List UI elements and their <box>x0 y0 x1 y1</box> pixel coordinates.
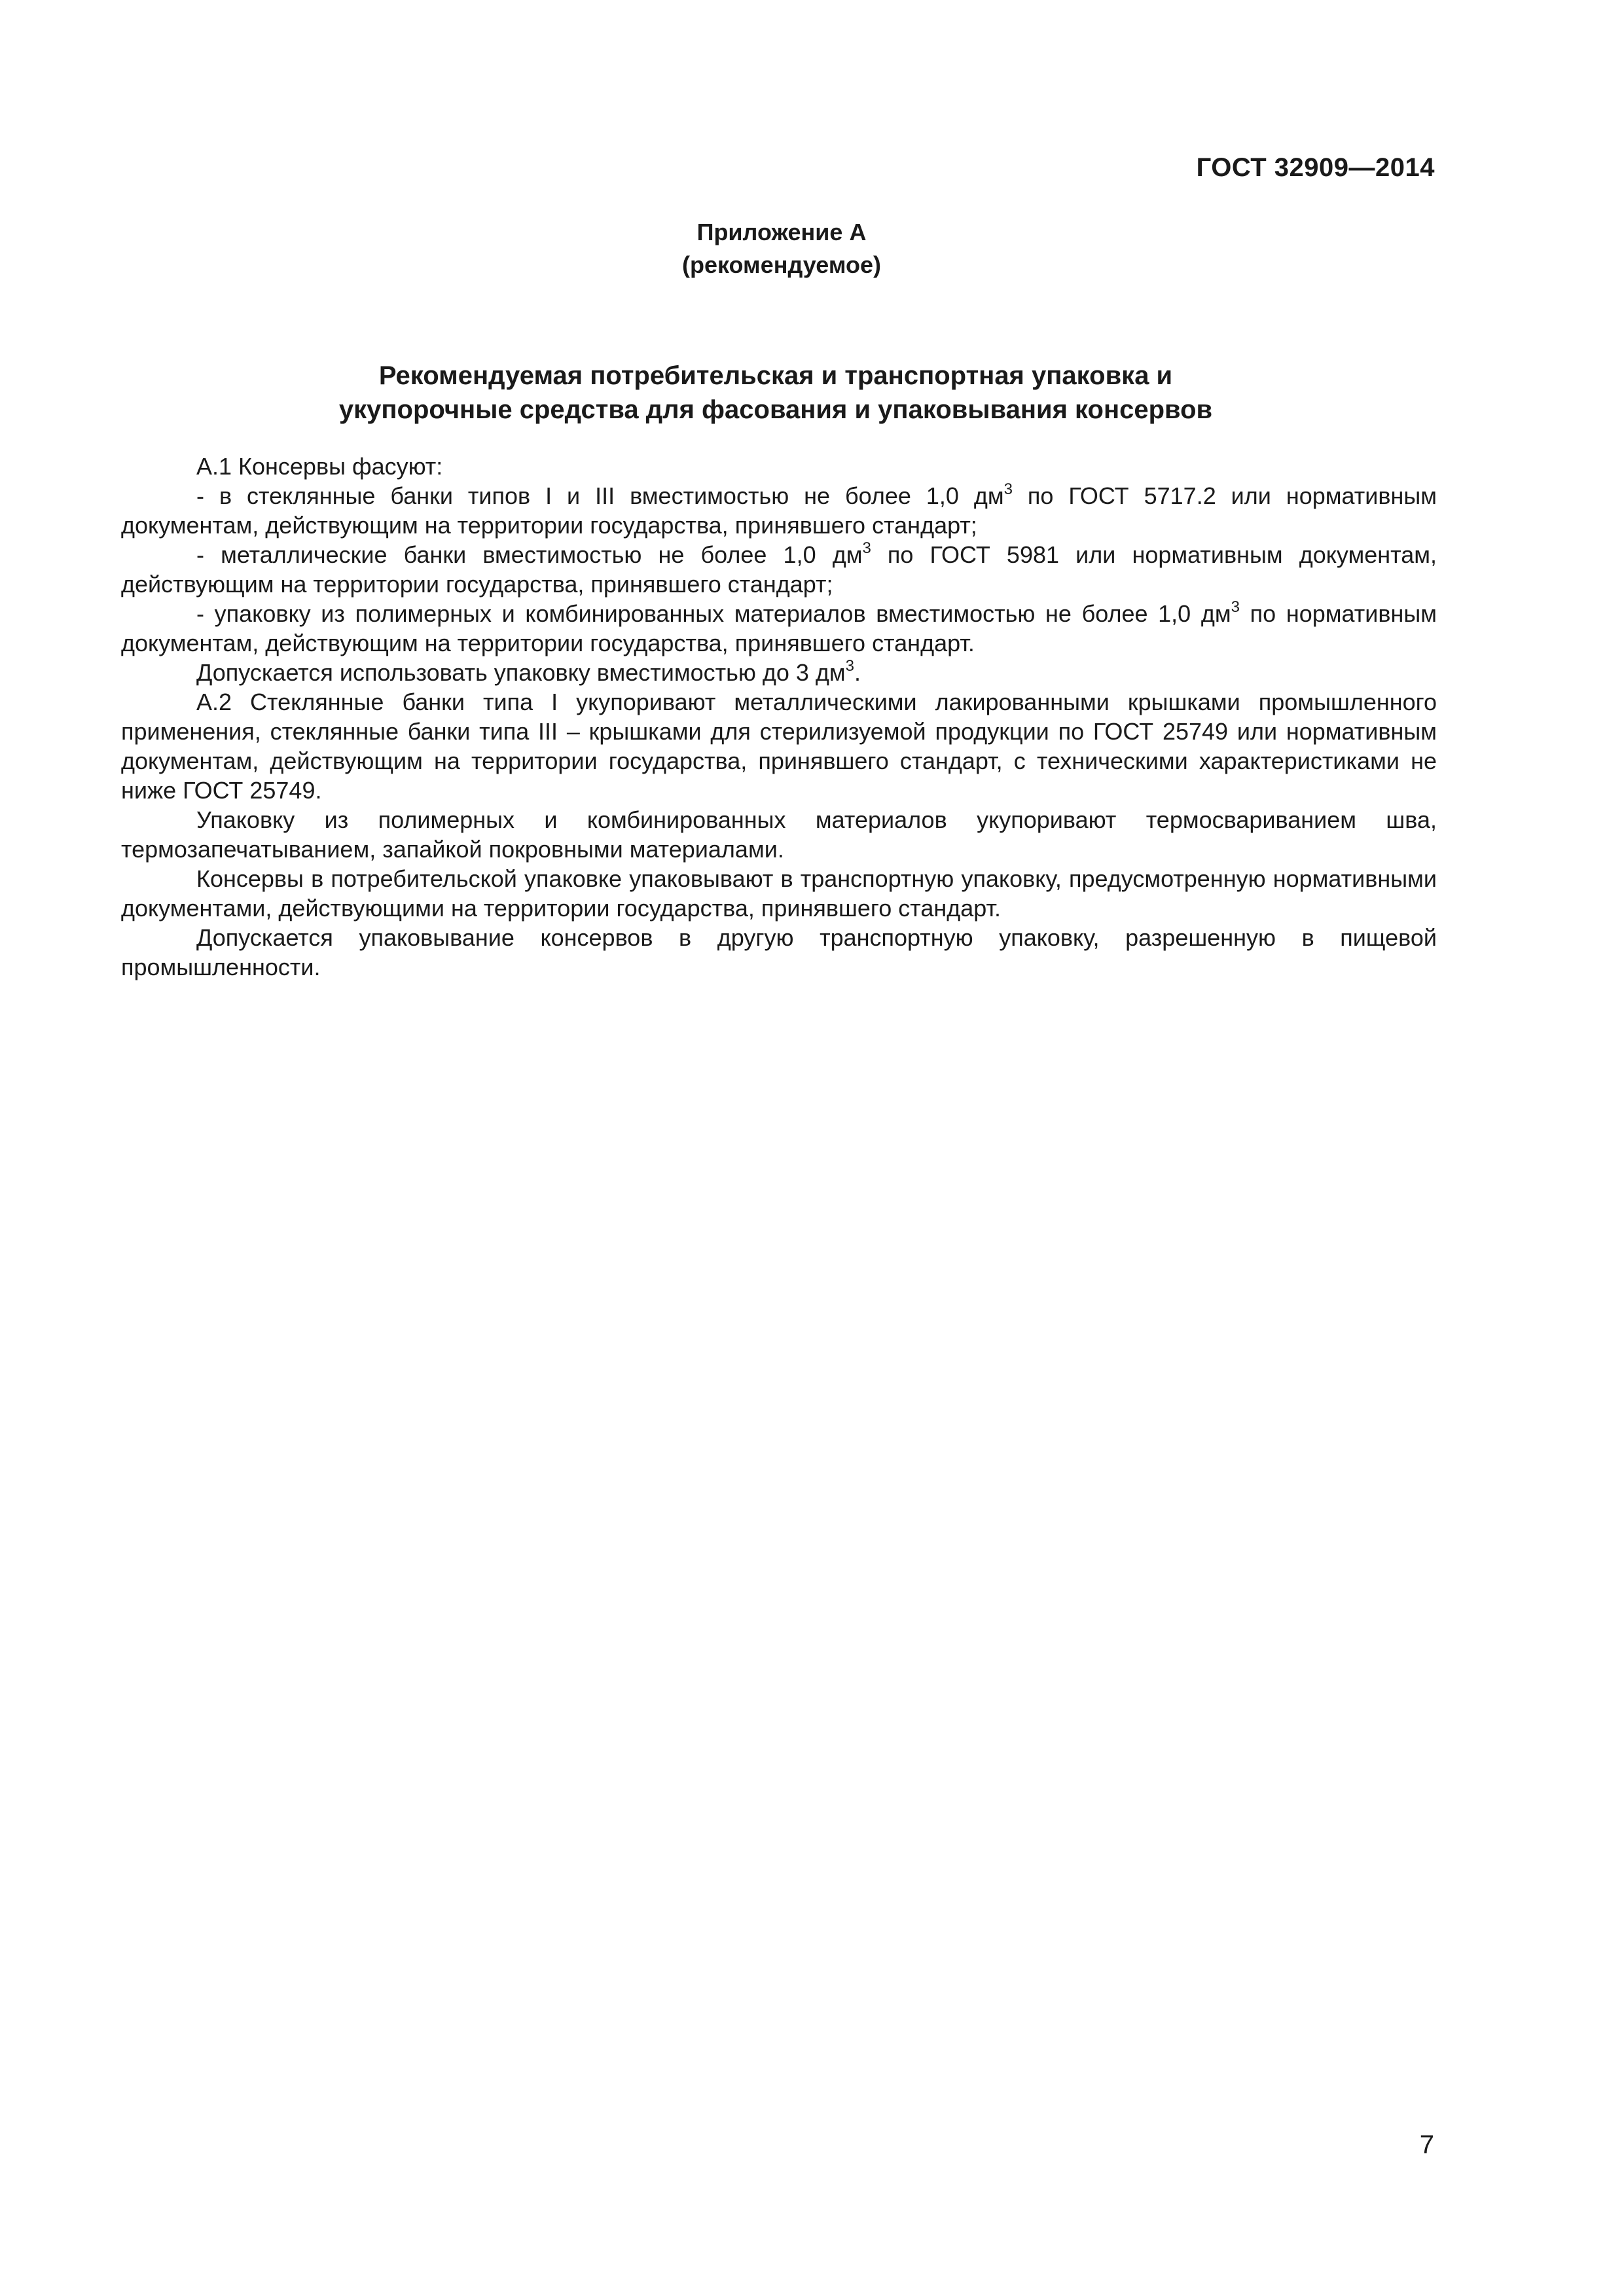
paragraph-transport-packaging: Консервы в потребительской упаковке упаковывают в транспортную упаковку, предусмотренную нормативными документами, действующими на территории государства, принявшего стандарт. <box>121 865 1437 922</box>
title-line-2: укупорочные средства для фасования и упаковывания консервов <box>338 395 1213 424</box>
page-title <box>0 359 1551 427</box>
paragraph-metal-cans: - металлические банки вместимостью не более 1,0 $дм^3$ по ГОСТ 5981 или нормативным документам, действующим на территории государства, принявшего стандарт; <box>121 539 1437 598</box>
title-line-1: Рекомендуемая потребительская и транспортная упаковка и <box>378 361 1173 390</box>
paragraph-a2: А.2 Стеклянные банки типа I укупоривают металлическими лакированными крышками промышленного применения, стеклянные банки типа III – крышками для стерилизуемой продукции по ГОСТ 25749 или нормативным документам, действующим на территории государства, принявшего стандарт, с техническими характеристиками не ниже ГОСТ 25749. <box>121 689 1437 804</box>
paragraph-glass-jars: - в стеклянные банки типов I и III вместимостью не более 1,0 $дм^3$ по ГОСТ 5717.2 или нормативным документам, действующим на территории государства, принявшего стандарт; <box>121 480 1437 539</box>
body-text <box>121 452 1437 982</box>
annex-label: Приложение А <box>696 219 867 245</box>
page-number: 7 <box>1419 2130 1434 2159</box>
paragraph-polymer-packaging: - упаковку из полимерных и комбинированных материалов вместимостью не более 1,0 $дм^3$ по нормативным документам, действующим на территории государства, принявшего стандарт. <box>121 598 1437 656</box>
paragraph-a1-heading: А.1 Консервы фасуют: <box>196 453 443 480</box>
paragraph-polymer-sealing: Упаковку из полимерных и комбинированных материалов укупоривают термосвариванием шва, термозапечатыванием, запайкой покровными материалами. <box>121 806 1437 863</box>
annex-status: (рекомендуемое) <box>682 251 881 278</box>
document-code: ГОСТ 32909—2014 <box>1196 153 1435 182</box>
paragraph-allowed-volume: Допускается использовать упаковку вместимостью до 3 $дм^3$. <box>196 657 861 686</box>
annex-heading <box>0 216 1563 281</box>
paragraph-other-packaging: Допускается упаковывание консервов в другую транспортную упаковку, разрешенную в пищевой промышленности. <box>121 924 1437 980</box>
